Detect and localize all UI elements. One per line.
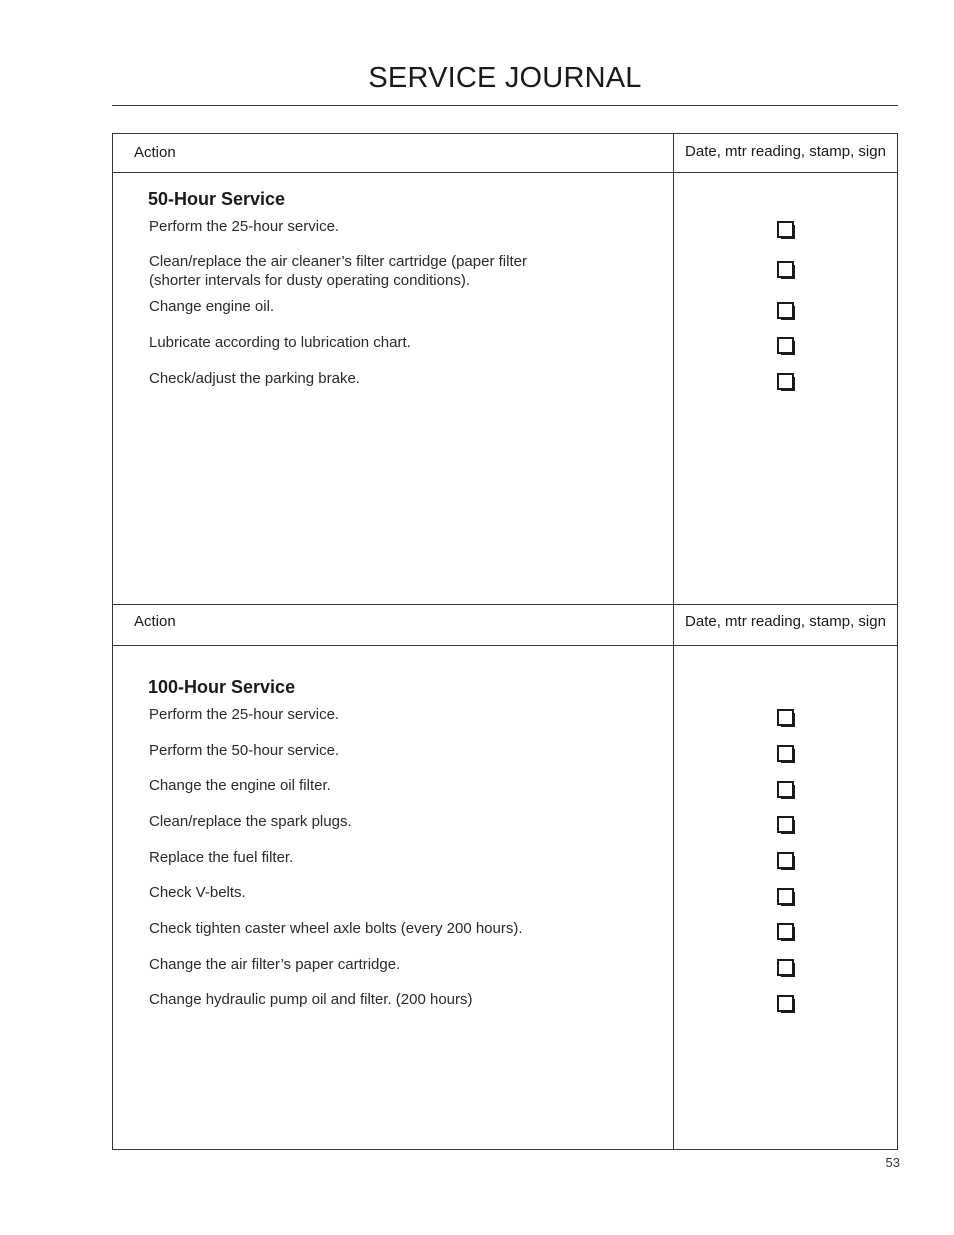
column-divider — [673, 134, 674, 1149]
list-item: Check tighten caster wheel axle bolts (every 200 hours). — [149, 920, 523, 937]
list-item: Replace the fuel filter. — [149, 849, 294, 866]
header-date-label: Date, mtr reading, stamp, sign — [685, 613, 886, 630]
header-divider — [113, 172, 897, 173]
page-title: SERVICE JOURNAL — [368, 62, 642, 94]
checkbox[interactable] — [777, 745, 794, 762]
title-divider — [112, 105, 898, 106]
header-divider — [113, 645, 897, 646]
header-action-label: Action — [134, 613, 176, 630]
checkbox[interactable] — [777, 816, 794, 833]
header-date-label: Date, mtr reading, stamp, sign — [685, 143, 886, 160]
list-item: Clean/replace the spark plugs. — [149, 813, 352, 830]
checkbox[interactable] — [777, 923, 794, 940]
section-title-100-hour: 100-Hour Service — [148, 677, 296, 697]
service-journal-table — [112, 133, 898, 1150]
checkbox[interactable] — [777, 373, 794, 390]
list-item: Clean/replace the air cleaner’s filter cartridge (paper filter (shorter intervals for dusty operating conditions). — [149, 253, 527, 289]
checkbox[interactable] — [777, 888, 794, 905]
checkbox[interactable] — [777, 709, 794, 726]
checkbox[interactable] — [777, 781, 794, 798]
checkbox[interactable] — [777, 261, 794, 278]
list-item: Perform the 25-hour service. — [149, 706, 340, 723]
checkbox[interactable] — [777, 995, 794, 1012]
checkbox[interactable] — [777, 337, 794, 354]
list-item: Change the air filter’s paper cartridge. — [149, 956, 401, 973]
list-item: Perform the 25-hour service. — [149, 218, 340, 235]
section-divider — [113, 604, 897, 605]
checkbox[interactable] — [777, 852, 794, 869]
checkbox[interactable] — [777, 221, 794, 238]
list-item: Check V-belts. — [149, 884, 246, 901]
list-item: Change hydraulic pump oil and filter. (200 hours) — [149, 991, 473, 1008]
checkbox[interactable] — [777, 959, 794, 976]
list-item: Check/adjust the parking brake. — [149, 370, 360, 387]
list-item: Lubricate according to lubrication chart. — [149, 334, 411, 351]
section-title-50-hour: 50-Hour Service — [148, 189, 286, 209]
checkbox[interactable] — [777, 302, 794, 319]
list-item: Change engine oil. — [149, 298, 275, 315]
header-action-label: Action — [134, 144, 176, 161]
page-number: 53 — [885, 1155, 900, 1170]
list-item: Change the engine oil filter. — [149, 777, 331, 794]
list-item: Perform the 50-hour service. — [149, 742, 340, 759]
